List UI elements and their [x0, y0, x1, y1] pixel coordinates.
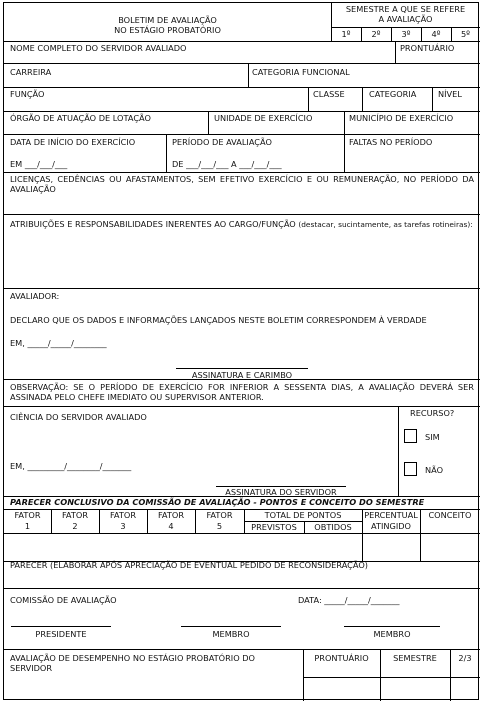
semester-title-line2: A AVALIAÇÃO	[378, 14, 433, 24]
nome-label: NOME COMPLETO DO SERVIDOR AVALIADO	[10, 43, 187, 53]
footer-semestre-label: SEMESTRE	[393, 653, 437, 663]
form-title-line2: NO ESTÁGIO PROBATÓRIO	[114, 25, 221, 35]
divider	[4, 87, 480, 88]
obtidos-label: OBTIDOS	[314, 522, 352, 532]
divider	[362, 87, 363, 111]
comissao-label: COMISSÃO DE AVALIAÇÃO	[10, 595, 117, 605]
form-title-line1: BOLETIM DE AVALIAÇÃO	[118, 15, 217, 25]
fator-1-label: FATOR	[14, 510, 41, 520]
semester-5-cell[interactable]: 5º	[460, 29, 471, 39]
footer-title-line2: SERVIDOR	[10, 663, 53, 673]
conceito-label: CONCEITO	[428, 510, 472, 520]
atingido-label: ATINGIDO	[370, 521, 411, 531]
divider	[166, 134, 167, 172]
divider	[4, 406, 480, 407]
divider	[308, 87, 309, 111]
atribuicoes-note: (destacar, sucintamente, as tarefas rotineiras):	[298, 220, 473, 229]
fator-2-number: 2	[72, 521, 78, 531]
semester-1-cell[interactable]: 1º	[341, 29, 351, 39]
comissao-date-field[interactable]: DATA: _____/_____/_______	[298, 595, 400, 605]
divider	[398, 406, 399, 496]
declaro-text: DECLARO QUE OS DADOS E INFORMAÇÕES LANÇADOS NESTE BOLETIM CORRESPONDEM À VERDADE	[10, 315, 427, 325]
servidor-signature-label: ASSINATURA DO SERVIDOR	[225, 487, 337, 497]
fator-3-number: 3	[120, 521, 126, 531]
divider	[331, 27, 480, 28]
divider	[4, 288, 480, 289]
classe-label: CLASSE	[313, 89, 345, 99]
footer-title-line1: AVALIAÇÃO DE DESEMPENHO NO ESTÁGIO PROBATÓRIO DO	[10, 653, 256, 663]
ciencia-label: CIÊNCIA DO SERVIDOR AVALIADO	[10, 412, 147, 422]
avaliador-date-field[interactable]: EM, _____/_____/________	[10, 338, 107, 348]
parecer-label: PARECER (ELABORAR APÓS APRECIAÇÃO DE EVENTUAL PEDIDO DE RECONSIDERAÇÃO)	[10, 560, 368, 570]
fator-4-number: 4	[168, 521, 174, 531]
footer-prontuario-label: PRONTUÁRIO	[314, 653, 369, 663]
categoria-label: CATEGORIA	[369, 89, 417, 99]
divider	[303, 677, 480, 678]
municipio-label: MUNICÍPIO DE EXERCÍCIO	[349, 113, 454, 123]
avaliador-signature-line[interactable]	[176, 368, 308, 369]
divider	[4, 134, 480, 135]
semester-2-cell[interactable]: 2º	[371, 29, 381, 39]
total-pontos-label: TOTAL DE PONTOS	[264, 510, 342, 520]
divider	[395, 41, 396, 63]
observacao-text: OBSERVAÇÃO: SE O PERÍODO DE EXERCÍCIO FOR INFERIOR A SESSENTA DIAS, A AVALIAÇÃO DEVERÁ SER ASSINADA PELO CHEFE IMEDIATO OU SUPERVISOR ANTERIOR.	[10, 382, 474, 402]
fator-5-number: 5	[216, 521, 223, 531]
divider	[4, 379, 480, 380]
previstos-label: PREVISTOS	[251, 522, 297, 532]
atribuicoes-label: ATRIBUIÇÕES E RESPONSABILIDADES INERENTES AO CARGO/FUNÇÃO	[10, 219, 296, 229]
presidente-signature-line[interactable]	[11, 626, 111, 627]
divider	[4, 111, 480, 112]
funcao-label: FUNÇÃO	[10, 89, 45, 99]
fator-2-label: FATOR	[61, 510, 89, 520]
divider	[4, 533, 480, 534]
divider	[4, 588, 480, 589]
categoria-funcional-label: CATEGORIA FUNCIONAL	[252, 67, 350, 77]
periodo-field[interactable]: DE ___/___/___ A ___/___/___	[172, 159, 282, 169]
divider	[248, 63, 249, 87]
percentual-label: PERCENTUAL	[364, 510, 418, 520]
periodo-label: PERÍODO DE AVALIAÇÃO	[172, 137, 272, 147]
recurso-nao-checkbox[interactable]	[404, 462, 417, 476]
recurso-label: RECURSO?	[410, 408, 455, 418]
divider	[4, 214, 480, 215]
avaliador-signature-label: ASSINATURA E CARIMBO	[191, 370, 293, 380]
prontuario-label: PRONTUÁRIO	[400, 43, 455, 53]
divider	[4, 649, 480, 650]
ciencia-date-field[interactable]: EM, _________/________/_______	[10, 461, 132, 471]
carreira-label: CARREIRA	[10, 67, 52, 77]
unidade-label: UNIDADE DE EXERCÍCIO	[214, 113, 313, 123]
data-inicio-label: DATA DE INÍCIO DO EXERCÍCIO	[10, 137, 136, 147]
page-number: 2/3	[458, 653, 472, 663]
evaluation-form	[3, 2, 479, 700]
divider	[432, 87, 433, 111]
recurso-sim-checkbox[interactable]	[404, 429, 417, 443]
licencas-label: LICENÇAS, CEDÊNCIAS OU AFASTAMENTOS, SEM EFETIVO EXERCÍCIO E OU REMUNERAÇÃO, NO PERÍODO DA AVALIAÇÃO	[10, 174, 474, 194]
semester-title-line1: SEMESTRE A QUE SE REFERE	[345, 4, 466, 14]
faltas-label: FALTAS NO PERÍODO	[349, 137, 433, 147]
recurso-nao-label: NÃO	[425, 465, 444, 475]
fator-4-label: FATOR	[157, 510, 185, 520]
membro2-signature-line[interactable]	[344, 626, 440, 627]
membro2-label: MEMBRO	[373, 629, 411, 639]
orgao-label: ÓRGÃO DE ATUAÇÃO DE LOTAÇÃO	[10, 113, 151, 123]
divider	[4, 63, 480, 64]
presidente-label: PRESIDENTE	[35, 629, 87, 639]
divider	[208, 111, 209, 134]
data-inicio-field[interactable]: EM ___/___/___	[10, 159, 68, 169]
divider	[344, 111, 345, 134]
membro1-signature-line[interactable]	[181, 626, 281, 627]
membro1-label: MEMBRO	[212, 629, 250, 639]
fator-3-label: FATOR	[109, 510, 137, 520]
divider	[4, 41, 480, 42]
divider	[4, 172, 480, 173]
divider	[344, 134, 345, 172]
fator-5-label: FATOR	[206, 510, 233, 520]
semester-3-cell[interactable]: 3º	[401, 29, 411, 39]
parecer-conclusivo-title: PARECER CONCLUSIVO DA COMISSÃO DE AVALIAÇÃO - PONTOS E CONCEITO DO SEMESTRE	[10, 497, 425, 507]
avaliador-label: AVALIADOR:	[10, 291, 60, 301]
atribuicoes-block	[10, 219, 474, 230]
recurso-sim-label: SIM	[425, 432, 440, 442]
nivel-label: NÍVEL	[438, 89, 462, 99]
semester-4-cell[interactable]: 4º	[431, 29, 441, 39]
fator-1-number: 1	[24, 521, 31, 531]
